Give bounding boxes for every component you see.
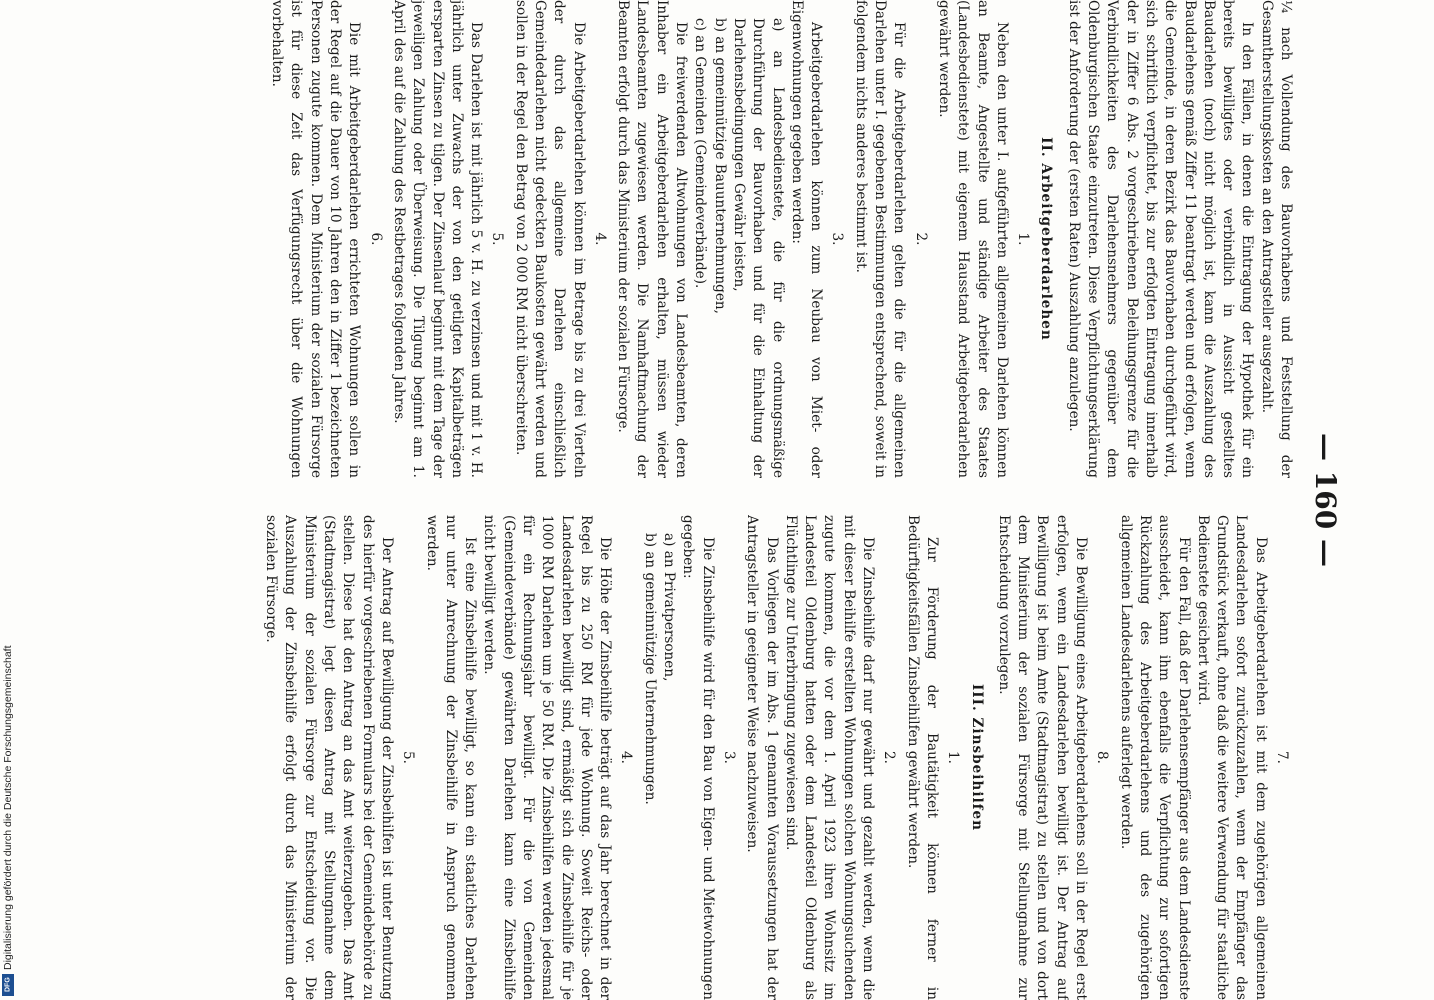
section-number: 3.: [829, 232, 846, 246]
section-number: 2.: [881, 751, 898, 764]
section-heading: II. Arbeitgeberdarlehen: [1038, 137, 1055, 341]
section-number: 3.: [720, 751, 737, 764]
funding-note: Digitalisierung gefördert durch die Deutsche Forschungsgemeinschaft: [2, 645, 14, 970]
paragraph: Die Bewilligung eines Arbeitgeberdarlehens soll in der Regel erst erfolgen, wenn ein Landesdarlehen bewilligt ist. Der Antrag auf Bewilligung ist beim Amte (Stadtmagistrat) zu stellen und von dort dem Ministerium der sozialen Fürsorge mit Stellungnahme zur Entscheidung vorzulegen.: [995, 515, 1090, 1000]
paragraph: Das Darlehen ist mit jährlich 5 v. H. zu verzinsen und mit 1 v. H. jährlich unter Zuwachs der von den getilgten Kapitalbeträgen ersparten Zinsen zu tilgen. Der Zinsenlauf beginnt mit dem Tage der jeweiligen Zahlung oder Überweisung. Die Tilgung beginnt am 1. April des auf die Zahlung des Restbetrages folgenden Jahres.: [390, 0, 485, 478]
section-number: 5.: [489, 232, 506, 246]
paragraph: ¼ nach Vollendung des Bauvorhabens und Feststellung der Gesamtherstellungskosten an den Antragsteller ausgezahlt.: [1258, 0, 1294, 478]
paragraph: Der Antrag auf Bewilligung der Zinsbeihilfen ist unter Benutzung des hierfür vorgeschriebenen Formulars bei der Gemeindebehörde zu stellen. Diese hat den Antrag an das Amt weiterzugeben. Das Amt (Stadtmagistrat) legt diesen Antrag mit Stellungnahme dem Ministerium der sozialen Fürsorge zur Entscheidung vor. Die Auszahlung der Zinsbeihilfe erfolgt durch das Ministerium der sozialen Fürsorge.: [263, 515, 395, 1000]
paragraph: Die mit Arbeitgeberdarlehen errichteten Wohnungen sollen in der Regel auf die Dauer von 10 Jahren den in Ziffer 1 bezeichneten Personen zugute kommen. Dem Ministerium der sozialen Fürsorge ist für diese Zeit das Verfügungsrecht über die Wohnungen vorbehalten.: [269, 0, 363, 478]
paragraph: Die freiwerdenden Altwohnungen von Landesbeamten, deren Inhaber ein Arbeitgeberdarlehen erhalten, müssen wieder Landesbeamten zugewiesen werden. Die Namhaftmachung der Beamten erfolgt durch das Ministerium der sozialen Fürsorge.: [615, 0, 690, 478]
section-number: 5.: [400, 751, 417, 764]
right-column: [165, 515, 1295, 1000]
list-item: a) an Landesbedienstete, die für die ordnungsmäßige Durchführung der Bauvorhaben und für die Einhaltung der Darlehensbedingungen Gewähr leisten,: [730, 18, 786, 478]
paragraph: Das Arbeitgeberdarlehen ist mit dem zugehörigen allgemeinen Landesdarlehen sofort zurückzuzahlen, wenn der Empfänger das Grundstück verkauft, ohne daß die weitere Verwendung für staatliche Bedienstete gesichert wird.: [1194, 515, 1269, 1000]
paragraph: Zur Förderung der Bautätigkeit können ferner in Bedürftigkeitsfällen Zinsbeihilfen gewährt werden.: [904, 515, 940, 1000]
page-number: — 160 —: [1309, 433, 1342, 567]
paragraph: Das Vorliegen der im Abs. 1 genannten Voraussetzungen hat der Antragsteller in geeigneter Weise nachzuweisen.: [744, 515, 780, 1000]
paragraph: Neben den unter I. aufgeführten allgemeinen Darlehen können an Beamte, Angestellte und ständige Arbeiter des Staates (Landesbedienstete) mit eigenem Hausstand Arbeitgeberdarlehen gewährt werden.: [935, 0, 1010, 478]
left-column: [165, 0, 1295, 478]
rotated-page-content: [165, 0, 1345, 1000]
list-item: c) an Gemeinden (Gemeindeverbände).: [692, 18, 709, 289]
paragraph: Für den Fall, daß der Darlehensempfänger aus dem Landesdienste ausscheidet, kann ihm ebenfalls die Verpflichtung zur sofortigen Rückzahlung des Arbeitgeberdarlehens und des zugehörigen allgemeinen Landesdarlehens auferlegt werden.: [1117, 515, 1192, 1000]
paragraph: Ist eine Zinsbeihilfe bewilligt, so kann ein staatliches Darlehen nur unter Anrechnung der Zinsbeihilfe in Anspruch genommen werden.: [423, 515, 479, 1000]
list-item: b) an gemeinnützige Bauunternehmungen,: [711, 18, 728, 314]
section-number: 1.: [1015, 232, 1032, 246]
digitization-footer: [0, 0, 16, 1000]
section-number: 7.: [1274, 751, 1290, 764]
list-item: a) an Privatpersonen,: [661, 533, 678, 682]
paragraph: Arbeitgeberdarlehen können zum Neubau von Miet- oder Eigenwohnungen gegeben werden:: [788, 0, 825, 478]
paragraph: Für die Arbeitgeberdarlehen gelten die für die allgemeinen Darlehen unter I. gegebenen Bestimmungen entsprechend, soweit in folgendem nichts anderes bestimmt ist.: [852, 0, 908, 478]
list-item: b) an gemeinnützige Unternehmungen.: [641, 533, 658, 805]
section-number: 4.: [591, 232, 608, 246]
paragraph: Die Zinsbeihilfe darf nur gewährt und gezahlt werden, wenn die mit dieser Beihilfe erstellten Wohnungen solchen Wohnungsuchenden zugute kommen, die vor dem 1. April 1923 ihren Wohnsitz im Landesteil Oldenburg hatten oder dem Landesteil Oldenburg als Flüchtlinge zur Unterbringung zugewiesen sind.: [782, 515, 877, 1000]
paragraph: Die Zinsbeihilfe wird für den Bau von Eigen- und Mietwohnungen gegeben:: [680, 515, 716, 1000]
paragraph: Die Höhe der Zinsbeihilfe beträgt auf das Jahr berechnet in der Regel bis zu 250 RM für jede Wohnung. Soweit Reichs- oder Landesdarlehen bewilligt sind, ermäßigt sich die Zinsbeihilfe für je 1000 RM Darlehen um je 50 RM. Die Zinsbeihilfen werden jedesmal für ein Rechnungsjahr bewilligt. Für die von Gemeinden (Gemeindeverbände) gewährten Darlehen kann eine Zinsbeihilfe nicht bewilligt werden.: [481, 515, 614, 1000]
section-number: 1.: [945, 751, 962, 764]
section-heading: III. Zinsbeihilfen: [968, 683, 985, 832]
section-number: 4.: [618, 751, 635, 764]
section-number: 6.: [367, 232, 384, 246]
dfg-logo: DFG: [2, 974, 14, 996]
paragraph: Die Arbeitgeberdarlehen können im Betrage bis zu drei Vierteln der durch das allgemeine Darlehen einschließlich Gemeindedarlehen nicht gedeckten Baukosten gewährt werden und sollen in der Regel den Betrag von 2 000 RM nicht überschreiten.: [512, 0, 587, 478]
paragraph: In den Fällen, in denen die Eintragung der Hypothek für ein bereits bewilligtes oder verbindlich in Aussicht gestelltes Baudarlehen (noch) nicht möglich ist, kann die Auszahlung des Baudarlehens gemäß Ziffer 11 beantragt werden und erfolgen, wenn die Gemeinde, in deren Bezirk das Bauvorhaben durchgeführt wird, sich schriftlich verpflichtet, bis zur erfolgten Eintragung innerhalb der in Ziffer 6 Abs. 2 vorgeschriebenen Beleihungsgrenze für die Verbindlichkeiten des Darlehensnehmers gegenüber dem Oldenburgischen Staate einzutreten. Diese Verpflichtungserklärung ist der Anforderung der (ersten Raten) Auszahlung anzulegen.: [1065, 0, 1256, 478]
section-number: 8.: [1094, 751, 1111, 764]
section-number: 2.: [912, 232, 929, 246]
